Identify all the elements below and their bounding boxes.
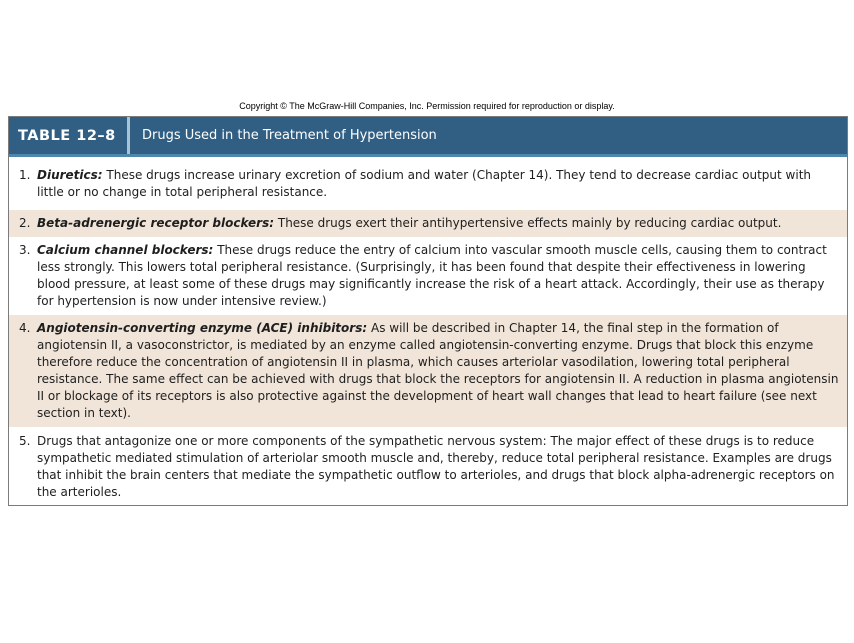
table-number: TABLE 12–8 (18, 127, 116, 144)
drug-class-term: Diuretics: (37, 168, 103, 182)
table-title: Drugs Used in the Treatment of Hypertension (142, 128, 437, 143)
drug-table (8, 116, 848, 506)
row-text (37, 433, 839, 501)
table-row (9, 427, 847, 506)
row-text (37, 320, 839, 422)
row-text (37, 215, 839, 232)
row-number: 3. (19, 243, 31, 257)
drug-class-description: As will be described in Chapter 14, the final step in the formation of angiotensin II, a vasoconstrictor, is mediated by an enzyme called angiotensin-converting enzyme. Drugs that block this enzyme therefore reduce the concentration of angiotensin II in plasma, which causes arteriolar vasodilation, lowering total peripheral resistance. The same effect can be achieved with drugs that block the receptors for angiotensin II. A reduction in plasma angiotensin II or blockage of its receptors is also protective against the development of heart wall changes that lead to heart failure (see next section in text). (37, 321, 839, 420)
drug-class-description: These drugs increase urinary excretion of sodium and water (Chapter 14). They tend to decrease cardiac output with little or no change in total peripheral resistance. (37, 168, 812, 199)
row-number: 5. (19, 434, 31, 448)
drug-class-description: These drugs exert their antihypertensive effects mainly by reducing cardiac output. (277, 216, 782, 230)
drug-class-term: Angiotensin-converting enzyme (ACE) inhibitors: (37, 321, 368, 335)
table-row (9, 157, 847, 210)
table-row (9, 315, 847, 427)
table-row (9, 237, 847, 315)
table-row (9, 210, 847, 237)
row-number: 2. (19, 216, 31, 230)
drug-class-description: Drugs that antagonize one or more components of the sympathetic nervous system: The major effect of these drugs is to reduce sympathetic mediated stimulation of arteriolar smooth muscle and, thereby, reduce total peripheral resistance. Examples are drugs that inhibit the brain centers that mediate the sympathetic outflow to arterioles, and drugs that block alpha-adrenergic receptors on the arterioles. (37, 434, 835, 499)
drug-class-term: Beta-adrenergic receptor blockers: (37, 216, 275, 230)
row-number: 1. (19, 168, 31, 182)
copyright-notice: Copyright © The McGraw-Hill Companies, Inc. Permission required for reproduction or display. (239, 101, 615, 111)
drug-class-description: These drugs reduce the entry of calcium into vascular smooth muscle cells, causing them to contract less strongly. This lowers total peripheral resistance. (Surprisingly, it has been found that despite their effectiveness in lowering blood pressure, at least some of these drugs may significantly increase the risk of a heart attack. Accordingly, their use as therapy for hypertension is now under intensive review.) (37, 243, 827, 308)
table-header (9, 117, 847, 157)
row-text (37, 242, 839, 310)
row-number: 4. (19, 321, 31, 335)
row-text (37, 167, 839, 201)
drug-class-term: Calcium channel blockers: (37, 243, 214, 257)
